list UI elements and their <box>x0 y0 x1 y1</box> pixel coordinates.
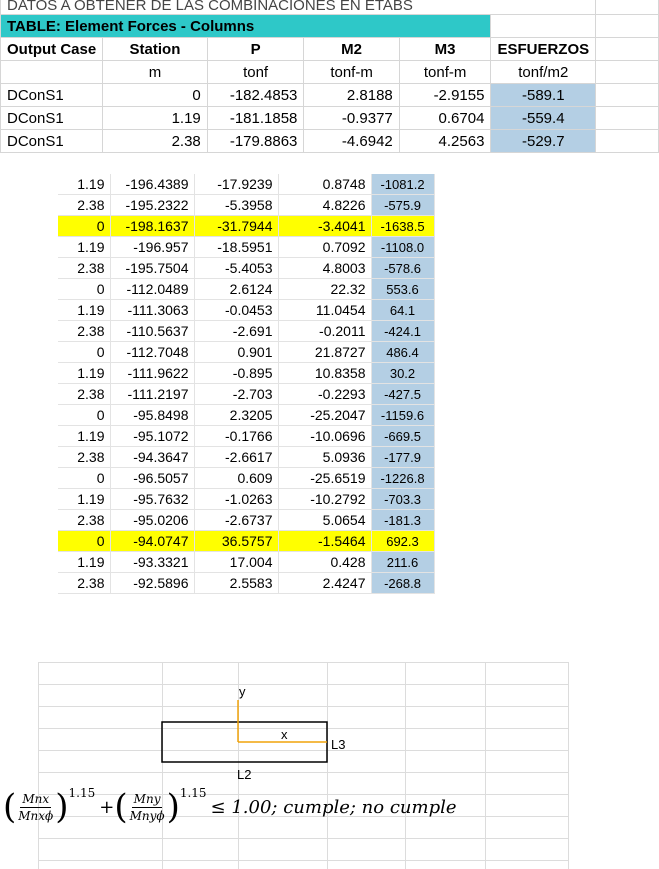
esfuerzo-cell[interactable]: -669.5 <box>371 426 434 447</box>
esfuerzo-cell[interactable]: 692.3 <box>371 531 434 552</box>
esfuerzo-cell[interactable]: -703.3 <box>371 489 434 510</box>
esfuerzo-cell[interactable]: -1081.2 <box>371 174 434 195</box>
p-cell[interactable]: -93.3321 <box>110 552 194 573</box>
m2-cell[interactable]: -5.3958 <box>194 195 278 216</box>
m3-cell[interactable]: 4.8003 <box>278 258 371 279</box>
esfuerzo-cell[interactable]: -589.1 <box>491 84 596 107</box>
right-paren-icon: ) <box>166 787 180 827</box>
numerator-mnx: Mnx <box>22 791 50 806</box>
m3-cell[interactable]: -10.0696 <box>278 426 371 447</box>
station-cell[interactable]: 2.38 <box>103 130 208 153</box>
station-cell[interactable]: 1.19 <box>58 363 110 384</box>
m2-cell[interactable]: -0.9377 <box>304 107 399 130</box>
exponent-y: 1.15 <box>179 786 207 800</box>
m3-cell[interactable]: -0.2011 <box>278 321 371 342</box>
p-cell[interactable]: -94.3647 <box>110 447 194 468</box>
m3-cell[interactable]: 22.32 <box>278 279 371 300</box>
m2-cell[interactable]: 0.901 <box>194 342 278 363</box>
case-cell[interactable]: DConS1 <box>1 107 103 130</box>
station-cell[interactable]: 0 <box>58 405 110 426</box>
l2-label: L2 <box>237 767 252 782</box>
station-cell[interactable]: 2.38 <box>58 573 110 594</box>
m3-cell[interactable]: -25.2047 <box>278 405 371 426</box>
esfuerzo-cell[interactable]: -1226.8 <box>371 468 434 489</box>
m2-cell[interactable]: 2.8188 <box>304 84 399 107</box>
m3-cell[interactable]: 4.8226 <box>278 195 371 216</box>
m2-cell[interactable]: 0.609 <box>194 468 278 489</box>
esfuerzo-cell[interactable]: -181.3 <box>371 510 434 531</box>
station-cell[interactable]: 1.19 <box>58 426 110 447</box>
m3-cell[interactable]: -2.9155 <box>399 84 491 107</box>
m3-cell[interactable]: -3.4041 <box>278 216 371 237</box>
m3-cell[interactable]: 0.6704 <box>399 107 491 130</box>
esfuerzo-cell[interactable]: -177.9 <box>371 447 434 468</box>
header-station[interactable]: Station <box>103 38 208 61</box>
x-axis-label: x <box>281 727 288 742</box>
station-cell[interactable]: 1.19 <box>58 489 110 510</box>
p-cell[interactable]: -92.5896 <box>110 573 194 594</box>
esfuerzo-cell[interactable]: -575.9 <box>371 195 434 216</box>
table-title[interactable]: TABLE: Element Forces - Columns <box>1 15 491 38</box>
station-cell[interactable]: 1.19 <box>103 107 208 130</box>
formula-rhs: ≤ 1.00; cumple; no cumple <box>210 796 457 818</box>
left-paren-icon: ( <box>3 787 17 827</box>
station-cell[interactable]: 2.38 <box>58 447 110 468</box>
denominator-mnxphi: Mnxϕ <box>18 808 54 823</box>
m3-cell[interactable]: -1.5464 <box>278 531 371 552</box>
station-cell[interactable]: 1.19 <box>58 552 110 573</box>
unit-esfuerzos[interactable]: tonf/m2 <box>491 61 596 84</box>
right-paren-icon: ) <box>55 787 69 827</box>
m3-cell[interactable]: -0.2293 <box>278 384 371 405</box>
m3-cell[interactable]: 0.428 <box>278 552 371 573</box>
esfuerzo-cell[interactable]: 30.2 <box>371 363 434 384</box>
p-cell[interactable]: -111.3063 <box>110 300 194 321</box>
m3-cell[interactable]: 10.8358 <box>278 363 371 384</box>
m2-cell[interactable]: -2.691 <box>194 321 278 342</box>
m3-cell[interactable]: 2.4247 <box>278 573 371 594</box>
p-cell[interactable]: -111.9622 <box>110 363 194 384</box>
header-m2[interactable]: M2 <box>304 38 399 61</box>
p-cell[interactable]: -112.7048 <box>110 342 194 363</box>
esfuerzo-cell[interactable]: -559.4 <box>491 107 596 130</box>
p-cell[interactable]: -112.0489 <box>110 279 194 300</box>
m2-cell[interactable]: 36.5757 <box>194 531 278 552</box>
header-m3[interactable]: M3 <box>399 38 491 61</box>
station-cell[interactable]: 2.38 <box>58 384 110 405</box>
p-cell[interactable]: -198.1637 <box>110 216 194 237</box>
esfuerzo-cell[interactable]: 486.4 <box>371 342 434 363</box>
esfuerzo-cell[interactable]: -427.5 <box>371 384 434 405</box>
plus-sign: + <box>99 796 115 818</box>
m2-cell[interactable]: -2.6737 <box>194 510 278 531</box>
m2-cell[interactable]: -1.0263 <box>194 489 278 510</box>
case-cell[interactable]: DConS1 <box>1 84 103 107</box>
m2-cell[interactable]: -2.703 <box>194 384 278 405</box>
m3-cell[interactable]: 4.2563 <box>399 130 491 153</box>
fraction-y <box>130 791 165 824</box>
denominator-mnyphi: Mnyϕ <box>129 808 165 823</box>
p-cell[interactable]: -179.8863 <box>207 130 304 153</box>
m2-cell[interactable]: 17.004 <box>194 552 278 573</box>
m2-cell[interactable]: -17.9239 <box>194 174 278 195</box>
header-p[interactable]: P <box>207 38 304 61</box>
m2-cell[interactable]: -2.6617 <box>194 447 278 468</box>
p-cell[interactable]: -182.4853 <box>207 84 304 107</box>
p-cell[interactable]: -195.7504 <box>110 258 194 279</box>
m2-cell[interactable]: -0.1766 <box>194 426 278 447</box>
m2-cell[interactable]: 2.6124 <box>194 279 278 300</box>
esfuerzo-cell[interactable]: 211.6 <box>371 552 434 573</box>
station-cell[interactable]: 0 <box>58 468 110 489</box>
numerator-mny: Mny <box>133 791 161 806</box>
l3-label: L3 <box>331 737 346 752</box>
m2-cell[interactable]: -5.4053 <box>194 258 278 279</box>
p-cell[interactable]: -111.2197 <box>110 384 194 405</box>
p-cell[interactable]: -95.7632 <box>110 489 194 510</box>
m3-cell[interactable]: 11.0454 <box>278 300 371 321</box>
unit-m2[interactable]: tonf-m <box>304 61 399 84</box>
p-cell[interactable]: -181.1858 <box>207 107 304 130</box>
m3-cell[interactable]: 5.0654 <box>278 510 371 531</box>
p-cell[interactable]: -94.0747 <box>110 531 194 552</box>
m3-cell[interactable]: 21.8727 <box>278 342 371 363</box>
m3-cell[interactable]: 0.7092 <box>278 237 371 258</box>
unit-station[interactable]: m <box>103 61 208 84</box>
m2-cell[interactable]: 2.5583 <box>194 573 278 594</box>
p-cell[interactable]: -110.5637 <box>110 321 194 342</box>
header-output-case[interactable]: Output Case <box>1 38 103 61</box>
esfuerzo-cell[interactable]: -1159.6 <box>371 405 434 426</box>
y-axis-label: y <box>239 684 246 699</box>
esfuerzo-cell[interactable]: -1108.0 <box>371 237 434 258</box>
header-esfuerzos[interactable]: ESFUERZOS <box>491 38 596 61</box>
station-cell[interactable]: 0 <box>58 531 110 552</box>
p-cell[interactable]: -95.1072 <box>110 426 194 447</box>
esfuerzo-cell[interactable]: -424.1 <box>371 321 434 342</box>
p-cell[interactable]: -196.4389 <box>110 174 194 195</box>
unit-m3[interactable]: tonf-m <box>399 61 491 84</box>
esfuerzo-cell[interactable]: -529.7 <box>491 130 596 153</box>
m3-cell[interactable]: 0.8748 <box>278 174 371 195</box>
station-cell[interactable]: 2.38 <box>58 258 110 279</box>
station-cell[interactable]: 0 <box>58 279 110 300</box>
m2-cell[interactable]: -4.6942 <box>304 130 399 153</box>
caption-cell[interactable]: DATOS A OBTENER DE LAS COMBINACIONES EN ETABS <box>1 0 596 15</box>
exponent-x: 1.15 <box>68 786 96 800</box>
esfuerzo-cell[interactable]: 64.1 <box>371 300 434 321</box>
station-cell[interactable]: 2.38 <box>58 510 110 531</box>
esfuerzo-cell[interactable]: -1638.5 <box>371 216 434 237</box>
m2-cell[interactable]: -31.7944 <box>194 216 278 237</box>
station-cell[interactable]: 1.19 <box>58 174 110 195</box>
m2-cell[interactable]: -0.895 <box>194 363 278 384</box>
esfuerzo-cell[interactable]: 553.6 <box>371 279 434 300</box>
m2-cell[interactable]: -18.5951 <box>194 237 278 258</box>
interaction-formula <box>3 786 457 827</box>
station-cell[interactable]: 2.38 <box>58 321 110 342</box>
p-cell[interactable]: -96.5057 <box>110 468 194 489</box>
station-cell[interactable]: 0 <box>58 342 110 363</box>
station-cell[interactable]: 0 <box>58 216 110 237</box>
station-cell[interactable]: 1.19 <box>58 300 110 321</box>
fraction-x <box>18 791 53 824</box>
p-cell[interactable]: -95.0206 <box>110 510 194 531</box>
left-paren-icon: ( <box>114 787 128 827</box>
station-cell[interactable]: 2.38 <box>58 195 110 216</box>
m2-cell[interactable]: -0.0453 <box>194 300 278 321</box>
p-cell[interactable]: -95.8498 <box>110 405 194 426</box>
p-cell[interactable]: -195.2322 <box>110 195 194 216</box>
esfuerzo-cell[interactable]: -578.6 <box>371 258 434 279</box>
m2-cell[interactable]: 2.3205 <box>194 405 278 426</box>
p-cell[interactable]: -196.957 <box>110 237 194 258</box>
m3-cell[interactable]: 5.0936 <box>278 447 371 468</box>
station-cell[interactable]: 0 <box>103 84 208 107</box>
unit-p[interactable]: tonf <box>207 61 304 84</box>
m3-cell[interactable]: -25.6519 <box>278 468 371 489</box>
station-cell[interactable]: 1.19 <box>58 237 110 258</box>
case-cell[interactable]: DConS1 <box>1 130 103 153</box>
m3-cell[interactable]: -10.2792 <box>278 489 371 510</box>
esfuerzo-cell[interactable]: -268.8 <box>371 573 434 594</box>
